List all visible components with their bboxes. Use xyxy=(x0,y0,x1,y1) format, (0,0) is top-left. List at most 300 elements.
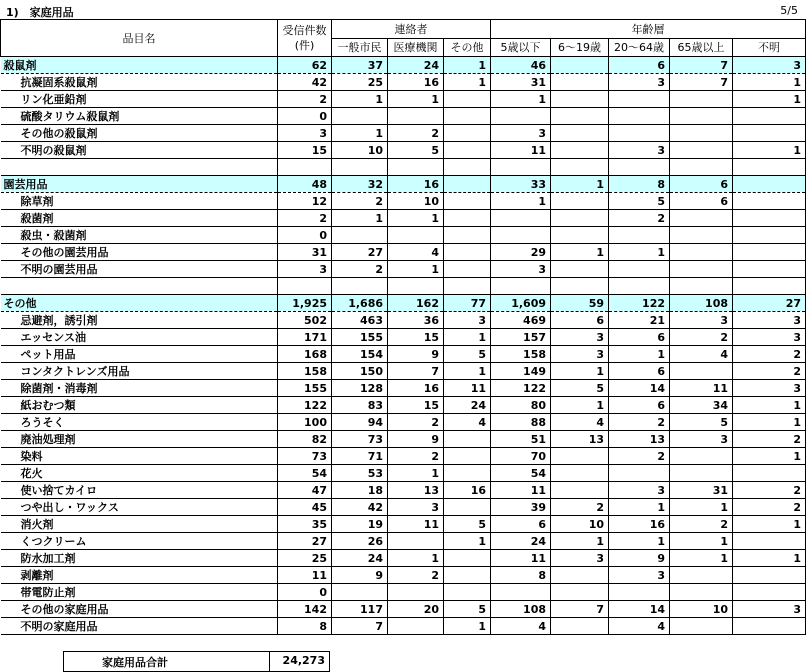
value-cell xyxy=(551,210,609,227)
value-cell: 100 xyxy=(278,414,332,431)
item-name: コンタクトレンズ用品 xyxy=(1,363,278,380)
value-cell xyxy=(551,261,609,278)
value-cell xyxy=(444,227,491,244)
value-cell: 1 xyxy=(670,550,733,567)
header-age-under5: 5歳以下 xyxy=(491,39,551,57)
value-cell: 15 xyxy=(388,397,444,414)
value-cell xyxy=(733,227,806,244)
value-cell xyxy=(551,584,609,601)
value-cell: 6 xyxy=(670,176,733,193)
value-cell: 10 xyxy=(388,193,444,210)
spacer-cell xyxy=(1,278,278,295)
table-row xyxy=(1,567,806,584)
value-cell: 11 xyxy=(491,142,551,159)
value-cell: 62 xyxy=(278,57,332,74)
value-cell: 1 xyxy=(551,244,609,261)
value-cell: 108 xyxy=(491,601,551,618)
value-cell: 21 xyxy=(609,312,670,329)
total-label: 家庭用品合計 xyxy=(102,656,168,669)
value-cell xyxy=(670,244,733,261)
table-row xyxy=(1,244,806,261)
value-cell xyxy=(332,227,388,244)
value-cell xyxy=(670,125,733,142)
value-cell: 6 xyxy=(551,312,609,329)
value-cell: 3 xyxy=(388,499,444,516)
table-row xyxy=(1,584,806,601)
value-cell: 3 xyxy=(733,312,806,329)
item-name: くつクリーム xyxy=(1,533,278,550)
value-cell: 1 xyxy=(444,618,491,635)
spacer-cell xyxy=(551,159,609,176)
value-cell: 2 xyxy=(332,193,388,210)
value-cell xyxy=(444,244,491,261)
value-cell: 3 xyxy=(278,125,332,142)
value-cell: 1 xyxy=(551,397,609,414)
value-cell xyxy=(491,108,551,125)
value-cell xyxy=(670,142,733,159)
header-age-65plus: 65歳以上 xyxy=(670,39,733,57)
value-cell: 3 xyxy=(278,261,332,278)
value-cell: 1 xyxy=(733,397,806,414)
value-cell xyxy=(733,193,806,210)
spacer-cell xyxy=(670,159,733,176)
spacer-cell xyxy=(733,278,806,295)
value-cell: 2 xyxy=(733,499,806,516)
table-row xyxy=(1,346,806,363)
table-row xyxy=(1,363,806,380)
value-cell: 36 xyxy=(388,312,444,329)
value-cell xyxy=(444,193,491,210)
value-cell: 83 xyxy=(332,397,388,414)
value-cell xyxy=(444,448,491,465)
table-row xyxy=(1,431,806,448)
value-cell: 2 xyxy=(388,125,444,142)
value-cell xyxy=(551,91,609,108)
value-cell: 47 xyxy=(278,482,332,499)
value-cell: 20 xyxy=(388,601,444,618)
value-cell xyxy=(733,244,806,261)
value-cell: 463 xyxy=(332,312,388,329)
value-cell: 4 xyxy=(388,244,444,261)
value-cell: 14 xyxy=(609,380,670,397)
value-cell: 7 xyxy=(670,57,733,74)
value-cell xyxy=(444,91,491,108)
value-cell: 1 xyxy=(733,142,806,159)
value-cell: 80 xyxy=(491,397,551,414)
value-cell: 42 xyxy=(332,499,388,516)
value-cell: 34 xyxy=(670,397,733,414)
value-cell: 1,609 xyxy=(491,295,551,312)
value-cell xyxy=(609,227,670,244)
category-row xyxy=(1,57,806,74)
spacer-row xyxy=(1,278,806,295)
value-cell: 4 xyxy=(609,618,670,635)
table-row xyxy=(1,193,806,210)
table-row xyxy=(1,482,806,499)
value-cell: 3 xyxy=(733,380,806,397)
table-row xyxy=(1,414,806,431)
value-cell: 1 xyxy=(733,74,806,91)
value-cell: 6 xyxy=(609,57,670,74)
header-age-6to19: 6～19歳 xyxy=(551,39,609,57)
value-cell xyxy=(551,448,609,465)
section-title: 1) 家庭用品 xyxy=(6,6,74,19)
value-cell: 1 xyxy=(388,261,444,278)
value-cell xyxy=(388,584,444,601)
value-cell: 24 xyxy=(332,550,388,567)
value-cell: 12 xyxy=(278,193,332,210)
item-name: リン化亜鉛剤 xyxy=(1,91,278,108)
value-cell: 24 xyxy=(491,533,551,550)
value-cell: 1 xyxy=(551,363,609,380)
value-cell: 3 xyxy=(609,74,670,91)
value-cell: 11 xyxy=(278,567,332,584)
item-name: つや出し・ワックス xyxy=(1,499,278,516)
header-received-unit: (件) xyxy=(294,39,315,52)
value-cell xyxy=(332,108,388,125)
value-cell xyxy=(609,465,670,482)
spacer-cell xyxy=(491,159,551,176)
table-row xyxy=(1,465,806,482)
value-cell: 6 xyxy=(491,516,551,533)
value-cell: 1 xyxy=(733,91,806,108)
value-cell xyxy=(733,584,806,601)
table-row xyxy=(1,448,806,465)
header-age-unknown: 不明 xyxy=(733,39,806,57)
value-cell: 6 xyxy=(609,363,670,380)
value-cell xyxy=(733,210,806,227)
header-received xyxy=(278,20,332,57)
item-name: その他の殺鼠剤 xyxy=(1,125,278,142)
item-name: 染料 xyxy=(1,448,278,465)
value-cell xyxy=(733,176,806,193)
table-row xyxy=(1,601,806,618)
value-cell: 26 xyxy=(332,533,388,550)
value-cell: 9 xyxy=(609,550,670,567)
item-name: 除草剤 xyxy=(1,193,278,210)
value-cell: 13 xyxy=(551,431,609,448)
value-cell: 3 xyxy=(551,346,609,363)
spacer-cell xyxy=(388,159,444,176)
value-cell: 3 xyxy=(444,312,491,329)
item-name: 防水加工剤 xyxy=(1,550,278,567)
value-cell: 171 xyxy=(278,329,332,346)
item-name: 不明の殺鼠剤 xyxy=(1,142,278,159)
value-cell xyxy=(444,584,491,601)
value-cell: 73 xyxy=(332,431,388,448)
value-cell: 2 xyxy=(670,516,733,533)
value-cell: 25 xyxy=(278,550,332,567)
value-cell: 7 xyxy=(332,618,388,635)
table-row xyxy=(1,550,806,567)
value-cell: 1 xyxy=(332,210,388,227)
item-name: 忌避剤，誘引剤 xyxy=(1,312,278,329)
value-cell: 155 xyxy=(332,329,388,346)
value-cell xyxy=(444,465,491,482)
value-cell: 24 xyxy=(444,397,491,414)
value-cell: 11 xyxy=(491,550,551,567)
value-cell: 0 xyxy=(278,108,332,125)
table-row xyxy=(1,125,806,142)
value-cell: 2 xyxy=(733,346,806,363)
value-cell xyxy=(733,533,806,550)
spacer-cell xyxy=(444,159,491,176)
page-number: 5/5 xyxy=(780,4,798,17)
value-cell: 1 xyxy=(388,550,444,567)
value-cell: 7 xyxy=(670,74,733,91)
value-cell: 54 xyxy=(278,465,332,482)
value-cell: 1 xyxy=(491,193,551,210)
value-cell: 2 xyxy=(670,329,733,346)
value-cell: 0 xyxy=(278,227,332,244)
item-name: 帯電防止剤 xyxy=(1,584,278,601)
item-name: 紙おむつ類 xyxy=(1,397,278,414)
value-cell: 3 xyxy=(733,601,806,618)
item-name: 不明の家庭用品 xyxy=(1,618,278,635)
value-cell: 1 xyxy=(733,516,806,533)
item-name: 殺菌剤 xyxy=(1,210,278,227)
item-name: 除菌剤・消毒剤 xyxy=(1,380,278,397)
value-cell: 1 xyxy=(388,91,444,108)
value-cell: 158 xyxy=(278,363,332,380)
value-cell: 3 xyxy=(670,312,733,329)
value-cell: 1 xyxy=(609,244,670,261)
value-cell: 59 xyxy=(551,295,609,312)
value-cell: 3 xyxy=(609,482,670,499)
header-item: 品目名 xyxy=(1,20,278,57)
item-name: 殺虫・殺菌剤 xyxy=(1,227,278,244)
value-cell xyxy=(670,108,733,125)
table-row xyxy=(1,261,806,278)
spacer-cell xyxy=(1,159,278,176)
value-cell: 10 xyxy=(670,601,733,618)
spacer-cell xyxy=(491,278,551,295)
item-name: 花火 xyxy=(1,465,278,482)
value-cell: 9 xyxy=(332,567,388,584)
table-row xyxy=(1,380,806,397)
value-cell: 1 xyxy=(670,499,733,516)
value-cell: 1 xyxy=(332,91,388,108)
value-cell: 5 xyxy=(609,193,670,210)
item-name: 剥離剤 xyxy=(1,567,278,584)
table-row xyxy=(1,210,806,227)
value-cell xyxy=(444,108,491,125)
value-cell: 1 xyxy=(388,465,444,482)
value-cell xyxy=(670,261,733,278)
value-cell: 2 xyxy=(733,363,806,380)
spacer-cell xyxy=(670,278,733,295)
value-cell: 5 xyxy=(444,346,491,363)
value-cell: 46 xyxy=(491,57,551,74)
total-divider xyxy=(269,652,270,671)
table-row xyxy=(1,74,806,91)
value-cell: 2 xyxy=(609,210,670,227)
value-cell: 37 xyxy=(332,57,388,74)
value-cell: 2 xyxy=(332,261,388,278)
value-cell: 2 xyxy=(551,499,609,516)
value-cell xyxy=(551,57,609,74)
value-cell: 25 xyxy=(332,74,388,91)
value-cell xyxy=(670,227,733,244)
value-cell: 469 xyxy=(491,312,551,329)
value-cell xyxy=(551,108,609,125)
value-cell: 70 xyxy=(491,448,551,465)
value-cell: 1 xyxy=(388,210,444,227)
value-cell: 1 xyxy=(444,74,491,91)
value-cell xyxy=(551,465,609,482)
value-cell: 8 xyxy=(278,618,332,635)
spacer-row xyxy=(1,159,806,176)
item-name: その他の家庭用品 xyxy=(1,601,278,618)
value-cell: 1 xyxy=(444,329,491,346)
value-cell: 14 xyxy=(609,601,670,618)
value-cell xyxy=(491,227,551,244)
item-name: 抗凝固系殺鼠剤 xyxy=(1,74,278,91)
value-cell: 122 xyxy=(278,397,332,414)
value-cell: 155 xyxy=(278,380,332,397)
category-name: 殺鼠剤 xyxy=(1,57,278,74)
value-cell xyxy=(609,584,670,601)
value-cell: 157 xyxy=(491,329,551,346)
value-cell: 122 xyxy=(491,380,551,397)
value-cell xyxy=(444,125,491,142)
value-cell: 4 xyxy=(444,414,491,431)
value-cell: 2 xyxy=(278,91,332,108)
value-cell: 1 xyxy=(733,550,806,567)
value-cell: 10 xyxy=(551,516,609,533)
value-cell: 5 xyxy=(551,380,609,397)
table-row xyxy=(1,329,806,346)
value-cell: 39 xyxy=(491,499,551,516)
value-cell: 1 xyxy=(444,533,491,550)
value-cell: 1,686 xyxy=(332,295,388,312)
spacer-cell xyxy=(551,278,609,295)
value-cell: 18 xyxy=(332,482,388,499)
value-cell xyxy=(670,567,733,584)
value-cell: 1 xyxy=(444,57,491,74)
value-cell xyxy=(444,261,491,278)
item-name: 消火剤 xyxy=(1,516,278,533)
value-cell: 3 xyxy=(551,329,609,346)
value-cell: 29 xyxy=(491,244,551,261)
item-name: ろうそく xyxy=(1,414,278,431)
value-cell: 32 xyxy=(332,176,388,193)
value-cell: 71 xyxy=(332,448,388,465)
value-cell xyxy=(444,499,491,516)
value-cell: 3 xyxy=(733,57,806,74)
value-cell: 5 xyxy=(444,601,491,618)
table-body xyxy=(1,57,806,635)
value-cell xyxy=(551,142,609,159)
value-cell xyxy=(670,584,733,601)
value-cell: 4 xyxy=(551,414,609,431)
value-cell: 6 xyxy=(609,397,670,414)
value-cell: 108 xyxy=(670,295,733,312)
value-cell xyxy=(609,125,670,142)
value-cell: 122 xyxy=(609,295,670,312)
value-cell: 53 xyxy=(332,465,388,482)
value-cell xyxy=(670,210,733,227)
total-box xyxy=(63,651,330,672)
statistics-table xyxy=(0,19,806,635)
value-cell: 3 xyxy=(670,431,733,448)
item-name: その他の園芸用品 xyxy=(1,244,278,261)
value-cell: 5 xyxy=(670,414,733,431)
value-cell xyxy=(444,210,491,227)
header-age-20to64: 20～64歳 xyxy=(609,39,670,57)
table-row xyxy=(1,142,806,159)
value-cell: 13 xyxy=(609,431,670,448)
value-cell: 1 xyxy=(609,533,670,550)
table-row xyxy=(1,397,806,414)
value-cell xyxy=(388,108,444,125)
value-cell: 5 xyxy=(388,142,444,159)
value-cell: 88 xyxy=(491,414,551,431)
value-cell: 94 xyxy=(332,414,388,431)
table-row xyxy=(1,91,806,108)
value-cell: 1 xyxy=(332,125,388,142)
value-cell: 19 xyxy=(332,516,388,533)
spacer-cell xyxy=(609,159,670,176)
spacer-cell xyxy=(444,278,491,295)
value-cell xyxy=(551,482,609,499)
spacer-cell xyxy=(278,159,332,176)
value-cell xyxy=(733,465,806,482)
value-cell xyxy=(733,618,806,635)
value-cell: 6 xyxy=(670,193,733,210)
value-cell: 1 xyxy=(670,533,733,550)
value-cell xyxy=(733,125,806,142)
table-row xyxy=(1,312,806,329)
value-cell xyxy=(670,618,733,635)
value-cell: 73 xyxy=(278,448,332,465)
value-cell: 24 xyxy=(388,57,444,74)
value-cell xyxy=(491,210,551,227)
value-cell: 0 xyxy=(278,584,332,601)
value-cell: 7 xyxy=(388,363,444,380)
value-cell: 11 xyxy=(388,516,444,533)
value-cell: 168 xyxy=(278,346,332,363)
category-row xyxy=(1,295,806,312)
value-cell xyxy=(332,584,388,601)
value-cell: 16 xyxy=(388,74,444,91)
value-cell: 142 xyxy=(278,601,332,618)
value-cell xyxy=(733,261,806,278)
value-cell: 154 xyxy=(332,346,388,363)
value-cell xyxy=(551,567,609,584)
value-cell: 150 xyxy=(332,363,388,380)
value-cell: 16 xyxy=(388,380,444,397)
value-cell: 11 xyxy=(491,482,551,499)
value-cell: 502 xyxy=(278,312,332,329)
value-cell: 31 xyxy=(491,74,551,91)
value-cell: 3 xyxy=(491,125,551,142)
value-cell xyxy=(551,125,609,142)
value-cell: 2 xyxy=(278,210,332,227)
table-row xyxy=(1,108,806,125)
value-cell xyxy=(444,142,491,159)
total-value: 24,273 xyxy=(282,654,325,667)
value-cell xyxy=(388,533,444,550)
value-cell xyxy=(609,91,670,108)
value-cell xyxy=(670,91,733,108)
value-cell: 45 xyxy=(278,499,332,516)
header-age-group: 年齢層 xyxy=(491,20,806,39)
category-name: 園芸用品 xyxy=(1,176,278,193)
value-cell: 9 xyxy=(388,431,444,448)
value-cell: 4 xyxy=(670,346,733,363)
value-cell: 27 xyxy=(278,533,332,550)
